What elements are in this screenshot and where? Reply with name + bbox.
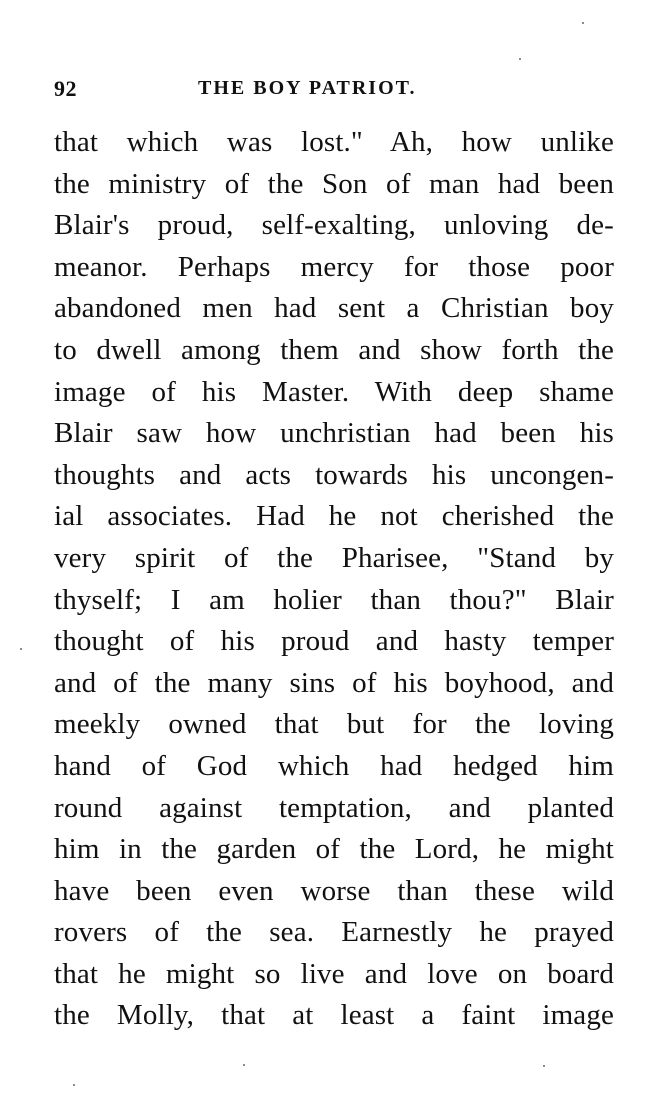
text-line: have been even worse than these wild bbox=[54, 874, 614, 907]
scan-speck bbox=[243, 1064, 245, 1066]
text-line: rovers of the sea. Earnestly he prayed bbox=[54, 916, 614, 949]
running-title: THE BOY PATRIOT. bbox=[198, 77, 417, 99]
page-number: 92 bbox=[54, 76, 77, 101]
body-text bbox=[54, 122, 614, 1037]
scan-speck bbox=[20, 648, 22, 650]
text-line: Blair's proud, self-exalting, unloving de- bbox=[54, 209, 614, 242]
text-line: very spirit of the Pharisee, "Stand by bbox=[54, 541, 614, 574]
page-header bbox=[54, 76, 614, 106]
text-line: thyself; I am holier than thou?" Blair bbox=[54, 583, 614, 616]
text-line: thought of his proud and hasty temper bbox=[54, 625, 614, 658]
text-line: round against temptation, and planted bbox=[54, 791, 614, 824]
scan-speck bbox=[582, 22, 584, 24]
text-line: hand of God which had hedged him bbox=[54, 749, 614, 782]
scan-speck bbox=[73, 1084, 75, 1086]
text-line: the Molly, that at least a faint image bbox=[54, 999, 614, 1032]
scan-speck bbox=[543, 1065, 545, 1067]
text-line: image of his Master. With deep shame bbox=[54, 375, 614, 408]
text-line: meanor. Perhaps mercy for those poor bbox=[54, 250, 614, 283]
text-line: ial associates. Had he not cherished the bbox=[54, 500, 614, 533]
text-line: and of the many sins of his boyhood, and bbox=[54, 666, 614, 699]
text-line: meekly owned that but for the loving bbox=[54, 708, 614, 741]
text-line: to dwell among them and show forth the bbox=[54, 333, 614, 366]
text-line: him in the garden of the Lord, he might bbox=[54, 833, 614, 866]
text-line: abandoned men had sent a Christian boy bbox=[54, 292, 614, 325]
text-line: the ministry of the Son of man had been bbox=[54, 167, 614, 200]
text-line: Blair saw how unchristian had been his bbox=[54, 417, 614, 450]
text-line: thoughts and acts towards his uncongen- bbox=[54, 458, 614, 491]
text-line: that which was lost." Ah, how unlike bbox=[54, 126, 614, 158]
scan-speck bbox=[519, 58, 521, 60]
text-line: that he might so live and love on board bbox=[54, 957, 614, 990]
